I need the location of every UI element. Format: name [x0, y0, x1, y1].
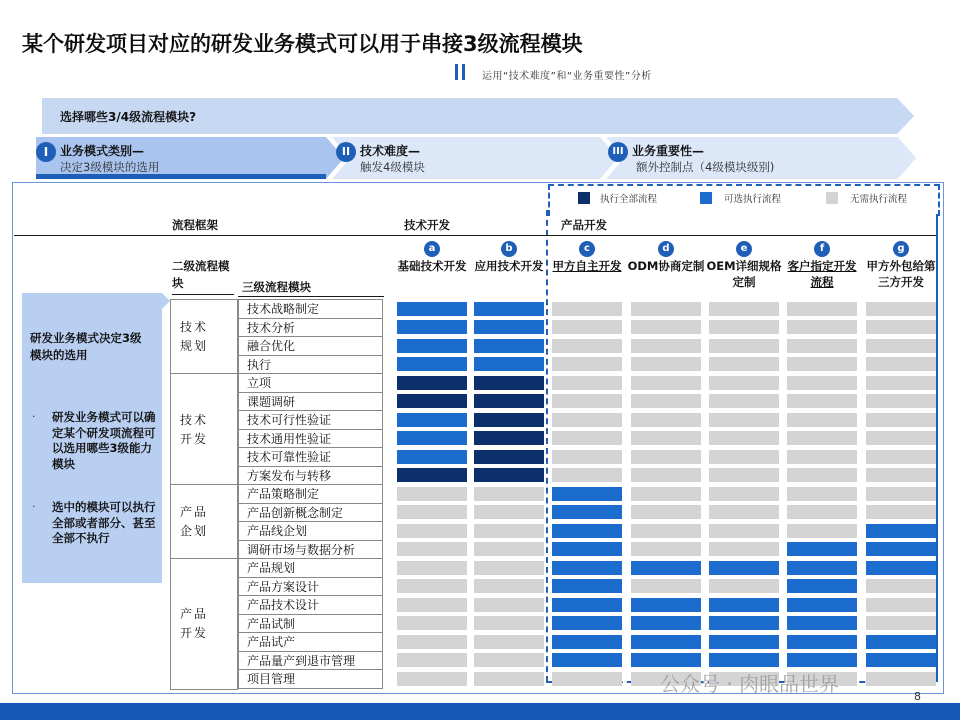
column-a-badge: a	[424, 241, 440, 257]
matrix-cell	[631, 542, 701, 556]
matrix-cell	[474, 653, 544, 667]
level2-label: 产品企划	[179, 505, 208, 538]
subtitle-marker	[455, 64, 458, 80]
matrix-cell	[709, 450, 779, 464]
step-2-subtitle: 触发4级模块	[360, 160, 425, 174]
matrix-cell	[397, 598, 467, 612]
matrix-cell	[552, 394, 622, 408]
column-b-badge: b	[501, 241, 517, 257]
left-panel-bullet-1: 研发业务模式可以确定某个研发项流程可以选用哪些3级能力模块	[52, 410, 156, 471]
matrix-cell	[474, 302, 544, 316]
matrix-cell	[866, 376, 936, 390]
step-3-title: 业务重要性—	[632, 144, 705, 158]
matrix-cell	[866, 413, 936, 427]
matrix-cell	[709, 598, 779, 612]
matrix-cell	[787, 376, 857, 390]
matrix-cell	[397, 542, 467, 556]
matrix-cell	[397, 653, 467, 667]
matrix-cell	[631, 487, 701, 501]
matrix-cell	[552, 616, 622, 630]
matrix-cell	[787, 450, 857, 464]
legend-swatch-optional	[700, 192, 712, 204]
matrix-cell	[866, 561, 936, 575]
column-a-title: 基础技术开发	[397, 259, 467, 273]
level2-rule	[172, 294, 234, 295]
matrix-cell	[709, 320, 779, 334]
matrix-cell	[474, 320, 544, 334]
matrix-cell	[474, 413, 544, 427]
matrix-cell	[631, 579, 701, 593]
level2-module	[170, 484, 238, 560]
matrix-cell	[787, 394, 857, 408]
matrix-cell	[631, 524, 701, 538]
question-text: 选择哪些3/4级流程模块?	[60, 110, 197, 124]
matrix-cell	[474, 505, 544, 519]
matrix-cell	[552, 561, 622, 575]
step-2-title: 技术难度—	[360, 144, 421, 158]
matrix-cell	[866, 450, 936, 464]
matrix-cell	[474, 579, 544, 593]
matrix-cell	[631, 339, 701, 353]
matrix-cell	[787, 598, 857, 612]
matrix-cell	[709, 339, 779, 353]
matrix-cell	[474, 376, 544, 390]
level3-module: 技术战略制定	[238, 299, 383, 319]
level2-module	[170, 373, 238, 486]
matrix-cell	[552, 450, 622, 464]
column-g-title: 甲方外包给第三方开发	[866, 259, 936, 289]
matrix-cell	[866, 542, 936, 556]
matrix-cell	[631, 320, 701, 334]
matrix-cell	[866, 487, 936, 501]
matrix-cell	[474, 431, 544, 445]
matrix-cell	[474, 616, 544, 630]
matrix-cell	[474, 394, 544, 408]
matrix-cell	[552, 635, 622, 649]
matrix-cell	[397, 320, 467, 334]
bullet-marker: ·	[32, 410, 36, 423]
matrix-cell	[474, 450, 544, 464]
matrix-cell	[631, 357, 701, 371]
level3-module: 课题调研	[238, 392, 383, 412]
matrix-cell	[397, 468, 467, 482]
level3-module: 执行	[238, 355, 383, 375]
step-2-badge: II	[336, 142, 356, 162]
matrix-cell	[631, 302, 701, 316]
matrix-cell	[631, 598, 701, 612]
matrix-cell	[787, 302, 857, 316]
matrix-cell	[866, 302, 936, 316]
matrix-cell	[552, 542, 622, 556]
matrix-cell	[709, 561, 779, 575]
matrix-cell	[787, 339, 857, 353]
matrix-cell	[474, 598, 544, 612]
header-level2: 二级流程模块	[172, 259, 230, 290]
matrix-cell	[866, 635, 936, 649]
level3-module: 产品方案设计	[238, 577, 383, 597]
legend-swatch-full	[578, 192, 590, 204]
matrix-cell	[709, 505, 779, 519]
matrix-cell	[866, 579, 936, 593]
footer-bar	[0, 703, 960, 720]
matrix-cell	[552, 487, 622, 501]
matrix-cell	[474, 635, 544, 649]
step-chevrons	[36, 137, 916, 179]
matrix-cell	[709, 413, 779, 427]
matrix-cell	[397, 357, 467, 371]
matrix-cell	[397, 413, 467, 427]
matrix-cell	[552, 320, 622, 334]
matrix-cell	[397, 524, 467, 538]
matrix-cell	[552, 653, 622, 667]
level3-module: 产品线企划	[238, 521, 383, 541]
legend-label-full: 执行全部流程	[600, 194, 658, 205]
column-c-title: 甲方自主开发	[552, 259, 622, 273]
matrix-cell	[866, 339, 936, 353]
level3-module: 产品量产到退市管理	[238, 651, 383, 671]
matrix-cell	[631, 653, 701, 667]
matrix-cell	[631, 413, 701, 427]
matrix-cell	[709, 376, 779, 390]
level3-module: 技术可行性验证	[238, 410, 383, 430]
matrix-cell	[397, 635, 467, 649]
matrix-cell	[866, 653, 936, 667]
legend-label-none: 无需执行流程	[850, 194, 908, 205]
matrix-cell	[552, 339, 622, 353]
matrix-cell	[397, 376, 467, 390]
header-framework: 流程框架	[172, 218, 218, 232]
matrix-cell	[474, 672, 544, 686]
matrix-cell	[787, 561, 857, 575]
header-rule	[14, 235, 936, 236]
matrix-cell	[552, 598, 622, 612]
matrix-cell	[866, 616, 936, 630]
level2-label: 产品开发	[179, 606, 208, 640]
matrix-cell	[709, 431, 779, 445]
matrix-cell	[709, 616, 779, 630]
matrix-cell	[866, 468, 936, 482]
level2-label: 技术开发	[179, 412, 208, 446]
matrix-cell	[787, 413, 857, 427]
matrix-cell	[709, 394, 779, 408]
page-title: 某个研发项目对应的研发业务模式可以用于串接3级流程模块	[22, 32, 583, 56]
level3-rule	[238, 296, 384, 297]
level3-module: 产品试产	[238, 632, 383, 652]
matrix-cell	[397, 339, 467, 353]
level3-module: 产品试制	[238, 614, 383, 634]
watermark: 公众号 · 肉眼品世界	[660, 672, 840, 696]
matrix-cell	[709, 357, 779, 371]
matrix-cell	[866, 431, 936, 445]
matrix-cell	[631, 431, 701, 445]
matrix-cell	[397, 505, 467, 519]
matrix-cell	[631, 468, 701, 482]
level3-module: 方案发布与转移	[238, 466, 383, 486]
matrix-cell	[397, 431, 467, 445]
matrix-cell	[866, 598, 936, 612]
matrix-cell	[787, 542, 857, 556]
matrix-cell	[552, 524, 622, 538]
header-level3: 三级流程模块	[242, 280, 311, 294]
step-3-subtitle: 额外控制点（4级模块级别)	[636, 160, 775, 174]
column-d-badge: d	[658, 241, 674, 257]
legend-label-optional: 可选执行流程	[724, 194, 782, 205]
matrix-cell	[866, 672, 936, 686]
matrix-cell	[787, 653, 857, 667]
left-panel-heading: 研发业务模式决定3级模块的选用	[30, 331, 142, 362]
matrix-cell	[709, 468, 779, 482]
level3-module: 产品创新概念制定	[238, 503, 383, 523]
matrix-cell	[709, 302, 779, 316]
level3-module: 技术分析	[238, 318, 383, 338]
matrix-cell	[787, 579, 857, 593]
level3-module: 产品策略制定	[238, 484, 383, 504]
matrix-cell	[709, 653, 779, 667]
level3-module: 产品技术设计	[238, 595, 383, 615]
level3-module: 产品规划	[238, 558, 383, 578]
product-dev-divider	[546, 210, 548, 682]
matrix-cell	[552, 413, 622, 427]
level3-module: 项目管理	[238, 669, 383, 689]
header-tech-dev: 技术开发	[404, 218, 450, 232]
step-3-badge: III	[608, 142, 628, 162]
matrix-cell	[866, 505, 936, 519]
bullet-marker: ·	[32, 500, 36, 513]
matrix-cell	[709, 487, 779, 501]
column-b-title: 应用技术开发	[474, 259, 544, 273]
level3-module: 融合优化	[238, 336, 383, 356]
matrix-cell	[866, 320, 936, 334]
matrix-cell	[787, 431, 857, 445]
matrix-cell	[552, 357, 622, 371]
matrix-cell	[552, 579, 622, 593]
column-f-title: 客户指定开发流程	[787, 259, 857, 289]
step-1-title: 业务模式类别—	[60, 144, 145, 158]
matrix-cell	[787, 357, 857, 371]
left-panel-bullet-2: 选中的模块可以执行全部或者部分、甚至全部不执行	[52, 500, 156, 545]
matrix-cell	[552, 505, 622, 519]
subtitle-marker	[462, 64, 465, 80]
level2-module	[170, 299, 238, 375]
matrix-cell	[474, 357, 544, 371]
matrix-cell	[397, 672, 467, 686]
matrix-cell	[474, 561, 544, 575]
matrix-cell	[552, 672, 622, 686]
matrix-cell	[631, 616, 701, 630]
matrix-cell	[552, 302, 622, 316]
column-d-title: ODM协商定制	[627, 259, 705, 273]
matrix-cell	[709, 542, 779, 556]
matrix-cell	[397, 579, 467, 593]
level3-module: 技术通用性验证	[238, 429, 383, 449]
matrix-cell	[474, 542, 544, 556]
matrix-cell	[631, 450, 701, 464]
matrix-cell	[552, 468, 622, 482]
matrix-cell	[709, 524, 779, 538]
legend-swatch-none	[826, 192, 838, 204]
level2-module	[170, 558, 238, 690]
matrix-cell	[631, 561, 701, 575]
step-1-subtitle: 决定3级模块的选用	[60, 160, 160, 174]
matrix-cell	[787, 320, 857, 334]
column-e-badge: e	[736, 241, 752, 257]
matrix-cell	[474, 339, 544, 353]
matrix-cell	[787, 616, 857, 630]
step-1-badge: I	[36, 142, 56, 162]
matrix-cell	[787, 468, 857, 482]
matrix-cell	[397, 616, 467, 630]
matrix-cell	[787, 487, 857, 501]
matrix-cell	[397, 450, 467, 464]
matrix-cell	[631, 635, 701, 649]
matrix-cell	[552, 376, 622, 390]
matrix-cell	[709, 579, 779, 593]
matrix-cell	[631, 505, 701, 519]
matrix-cell	[474, 468, 544, 482]
column-c-badge: c	[579, 241, 595, 257]
level3-module: 立项	[238, 373, 383, 393]
matrix-cell	[787, 505, 857, 519]
column-g-badge: g	[893, 241, 909, 257]
level3-module: 技术可靠性验证	[238, 447, 383, 467]
matrix-cell	[787, 524, 857, 538]
matrix-cell	[552, 431, 622, 445]
subtitle: 运用“技术难度”和“业务重要性”分析	[482, 71, 652, 82]
matrix-cell	[787, 635, 857, 649]
matrix-cell	[631, 376, 701, 390]
header-prod-dev: 产品开发	[561, 218, 607, 232]
matrix-cell	[866, 394, 936, 408]
level3-module: 调研市场与数据分析	[238, 540, 383, 560]
matrix-cell	[709, 635, 779, 649]
matrix-cell	[397, 561, 467, 575]
matrix-cell	[397, 487, 467, 501]
page-number: 8	[914, 690, 921, 703]
matrix-cell	[631, 394, 701, 408]
column-e-title: OEM详细规格定制	[706, 259, 782, 289]
matrix-cell	[866, 357, 936, 371]
matrix-cell	[397, 394, 467, 408]
matrix-cell	[474, 487, 544, 501]
matrix-cell	[474, 524, 544, 538]
column-f-badge: f	[814, 241, 830, 257]
level2-label: 技术规划	[179, 320, 208, 353]
matrix-cell	[397, 302, 467, 316]
matrix-cell	[866, 524, 936, 538]
